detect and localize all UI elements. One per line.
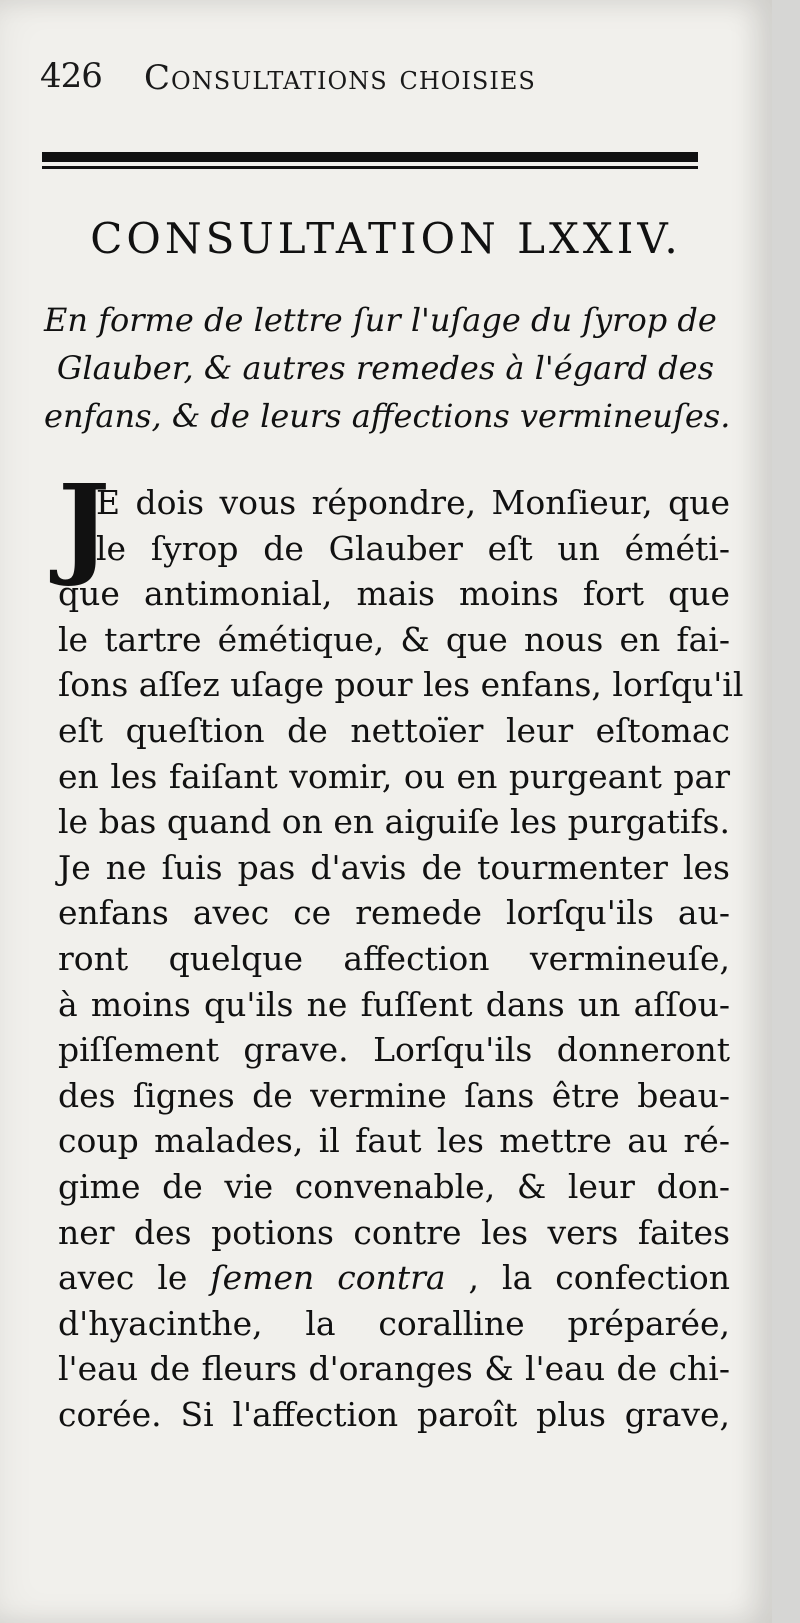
body-line: eſt queſtion de nettoïer leur eſtomac (58, 710, 730, 750)
body-text (58, 460, 744, 1437)
page-number: 426 (40, 56, 102, 96)
body-line: le tartre émétique, & que nous en fai- (58, 619, 730, 659)
body-line: ſons aſſez uſage pour les enfans, lorſqu'il (58, 665, 744, 705)
page-edge (772, 0, 800, 1623)
body-line: que antimonial, mais moins fort que (58, 574, 730, 614)
line-text: , la confection (468, 1258, 730, 1298)
drop-cap: J (58, 460, 111, 589)
subtitle-line: Glauber, & autres remedes à l'égard des (56, 349, 714, 387)
latin-term: ſemen contra (210, 1258, 446, 1298)
body-line: ner des potions contre les vers faites (58, 1212, 730, 1252)
body-line: E dois vous répondre, Monſieur, que (96, 483, 730, 522)
body-line: des ſignes de vermine ſans être beau- (58, 1075, 730, 1115)
body-line: enfans avec ce remede lorſqu'ils au- (58, 893, 730, 933)
subtitle-line: En forme de lettre ſur l'uſage du ſyrop de (44, 301, 717, 339)
body-line: gime de vie convenable, & leur don- (58, 1166, 730, 1206)
body-line: l'eau de fleurs d'oranges & l'eau de chi- (58, 1349, 730, 1389)
body-line: Je ne ſuis pas d'avis de tourmenter les (58, 847, 730, 887)
body-line-with-latin (58, 1255, 730, 1301)
subtitle-line: enfans, & de leurs affections vermineuſes. (44, 397, 731, 435)
body-line: corée. Si l'affection paroît plus grave, (58, 1394, 730, 1434)
body-line: piſſement grave. Lorſqu'ils donneront (58, 1030, 730, 1070)
line-text: avec le (58, 1258, 188, 1298)
running-head: Consultations choisies (144, 58, 536, 98)
body-line: ront quelque affection vermineuſe, (58, 938, 730, 978)
header-rule-thin (42, 166, 698, 169)
body-line: le ſyrop de Glauber eſt un éméti- (96, 528, 730, 568)
header-rule-thick (42, 152, 698, 162)
body-line: d'hyacinthe, la coralline préparée, (58, 1303, 730, 1343)
consultation-title: CONSULTATION LXXIV. (90, 214, 682, 263)
body-line: en les faiſant vomir, ou en purgeant par (58, 756, 730, 796)
body-line: coup malades, il faut les mettre au ré- (58, 1121, 730, 1161)
body-line: le bas quand on en aiguiſe les purgatifs. (58, 802, 730, 842)
body-line: à moins qu'ils ne fuſſent dans un aſſou- (58, 984, 730, 1024)
page-header (40, 52, 720, 102)
consultation-subtitle (44, 296, 731, 440)
